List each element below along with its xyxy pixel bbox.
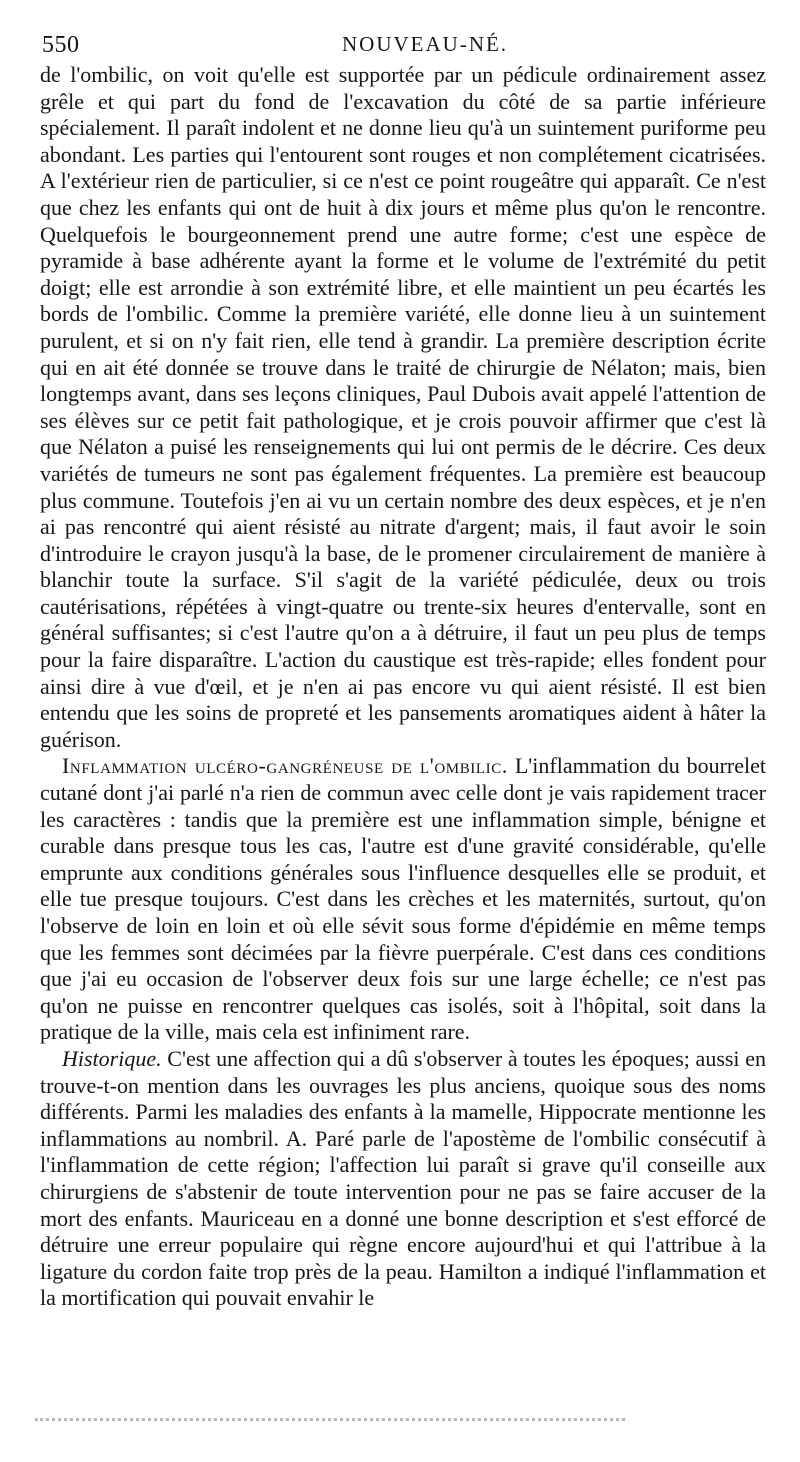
paragraph-text: C'est une affection qui a dû s'observer à toutes les époques; aussi en trouve-t-on mention dans les ouvrages les plus anciens, quoique sous des noms différents. Parmi les maladies des enfants à la mamelle, Hippocrate mentionne les inflammations au nombril. A. Paré parle de l'apostème de l'ombilic consécutif à l'inflammation de cette région; l'affection lui paraît si grave qu'il conseille aux chirurgiens de s'abstenir de toute intervention pour ne pas se faire accuser de la mort des enfants. Mauriceau en a donné une bonne description et s'est efforcé de détruire une erreur populaire qui règne encore aujourd'hui et qui l'attribue à la ligature du cordon faite trop près de la peau. Hamilton a indiqué l'inflammation et la mortification qui pouvait envahir le	[40, 1045, 766, 1311]
book-page	[40, 22, 766, 1312]
section-heading: Inflammation ulcéro-gangréneuse de l'ombilic.	[62, 753, 508, 779]
running-head: NOUVEAU-NÉ.	[342, 32, 509, 56]
section-heading: Historique.	[62, 1045, 162, 1071]
paragraph	[40, 753, 766, 1046]
paragraph-text: de l'ombilic, on voit qu'elle est supportée par un pédicule ordinairement assez grêle et qui part du fond de l'excavation du côté de sa partie inférieure spécialement. Il paraît indolent et ne donne lieu qu'à un suintement puriforme peu abondant. Les parties qui l'entourent sont rouges et non complétement cicatrisées. A l'extérieur rien de particulier, si ce n'est ce point rougeâtre qui apparaît. Ce n'est que chez les enfants qui ont de huit à dix jours et même plus qu'on le rencontre. Quelquefois le bourgeonnement prend une autre forme; c'est une espèce de pyramide à base adhérente ayant la forme et le volume de l'extrémité du petit doigt; elle est arrondie à son extrémité libre, et elle maintient un peu écartés les bords de l'ombilic. Comme la première variété, elle donne lieu à un suintement purulent, et si on n'y fait rien, elle tend à grandir. La première description écrite qui en ait été donnée se trouve dans le traité de chirurgie de Nélaton; mais, bien longtemps avant, dans ses leçons cliniques, Paul Dubois avait appelé l'attention de ses élèves sur ce petit fait pathologique, et je crois pouvoir affirmer que c'est là que Nélaton a puisé les renseignements qui lui ont permis de le décrire. Ces deux variétés de tumeurs ne sont pas également fréquentes. La première est beaucoup plus commune. Toutefois j'en ai vu un certain nombre des deux espèces, et je n'en ai pas rencontré qui aient résisté au nitrate d'argent; mais, il faut avoir le soin d'introduire le crayon jusqu'à la base, de le promener circulairement de manière à blanchir toute la surface. S'il s'agit de la variété pédiculée, deux ou trois cautérisations, répétées à vingt-quatre ou trente-six heures d'entervalle, sont en général suffisantes; si c'est l'autre qu'on a à détruire, il faut un peu plus de temps pour la faire disparaître. L'action du caustique est très-rapide; elles fondent pour ainsi dire à vue d'œil, et je n'en ai pas encore vu qui aient résisté. Il est bien entendu que les soins de propreté et les pansements aromatiques aident à hâter la guérison.	[40, 62, 766, 752]
body-text	[40, 62, 766, 1312]
footer-rule	[35, 1418, 625, 1421]
page-header	[40, 22, 766, 62]
paragraph	[40, 62, 766, 753]
paragraph	[40, 1046, 766, 1312]
paragraph-text: L'inflammation du bourrelet cutané dont j'ai parlé n'a rien de commun avec celle dont je vais rapidement tracer les caractères : tandis que la première est une inflammation simple, bénigne et curable dans presque tous les cas, l'autre est d'une gravité considérable, qu'elle emprunte aux conditions générales sous l'influence desquelles elle se produit, et elle tue presque toujours. C'est dans les crèches et les maternités, surtout, qu'on l'observe de loin en loin et où elle sévit sous forme d'épidémie en même temps que les femmes sont décimées par la fièvre puerpérale. C'est dans ces conditions que j'ai eu occasion de l'observer deux fois sur une large échelle; ce n'est pas qu'on ne puisse en rencontrer quelques cas isolés, soit à l'hôpital, soit dans la pratique de la ville, mais cela est infiniment rare.	[40, 753, 766, 1045]
page-number: 550	[42, 32, 80, 58]
